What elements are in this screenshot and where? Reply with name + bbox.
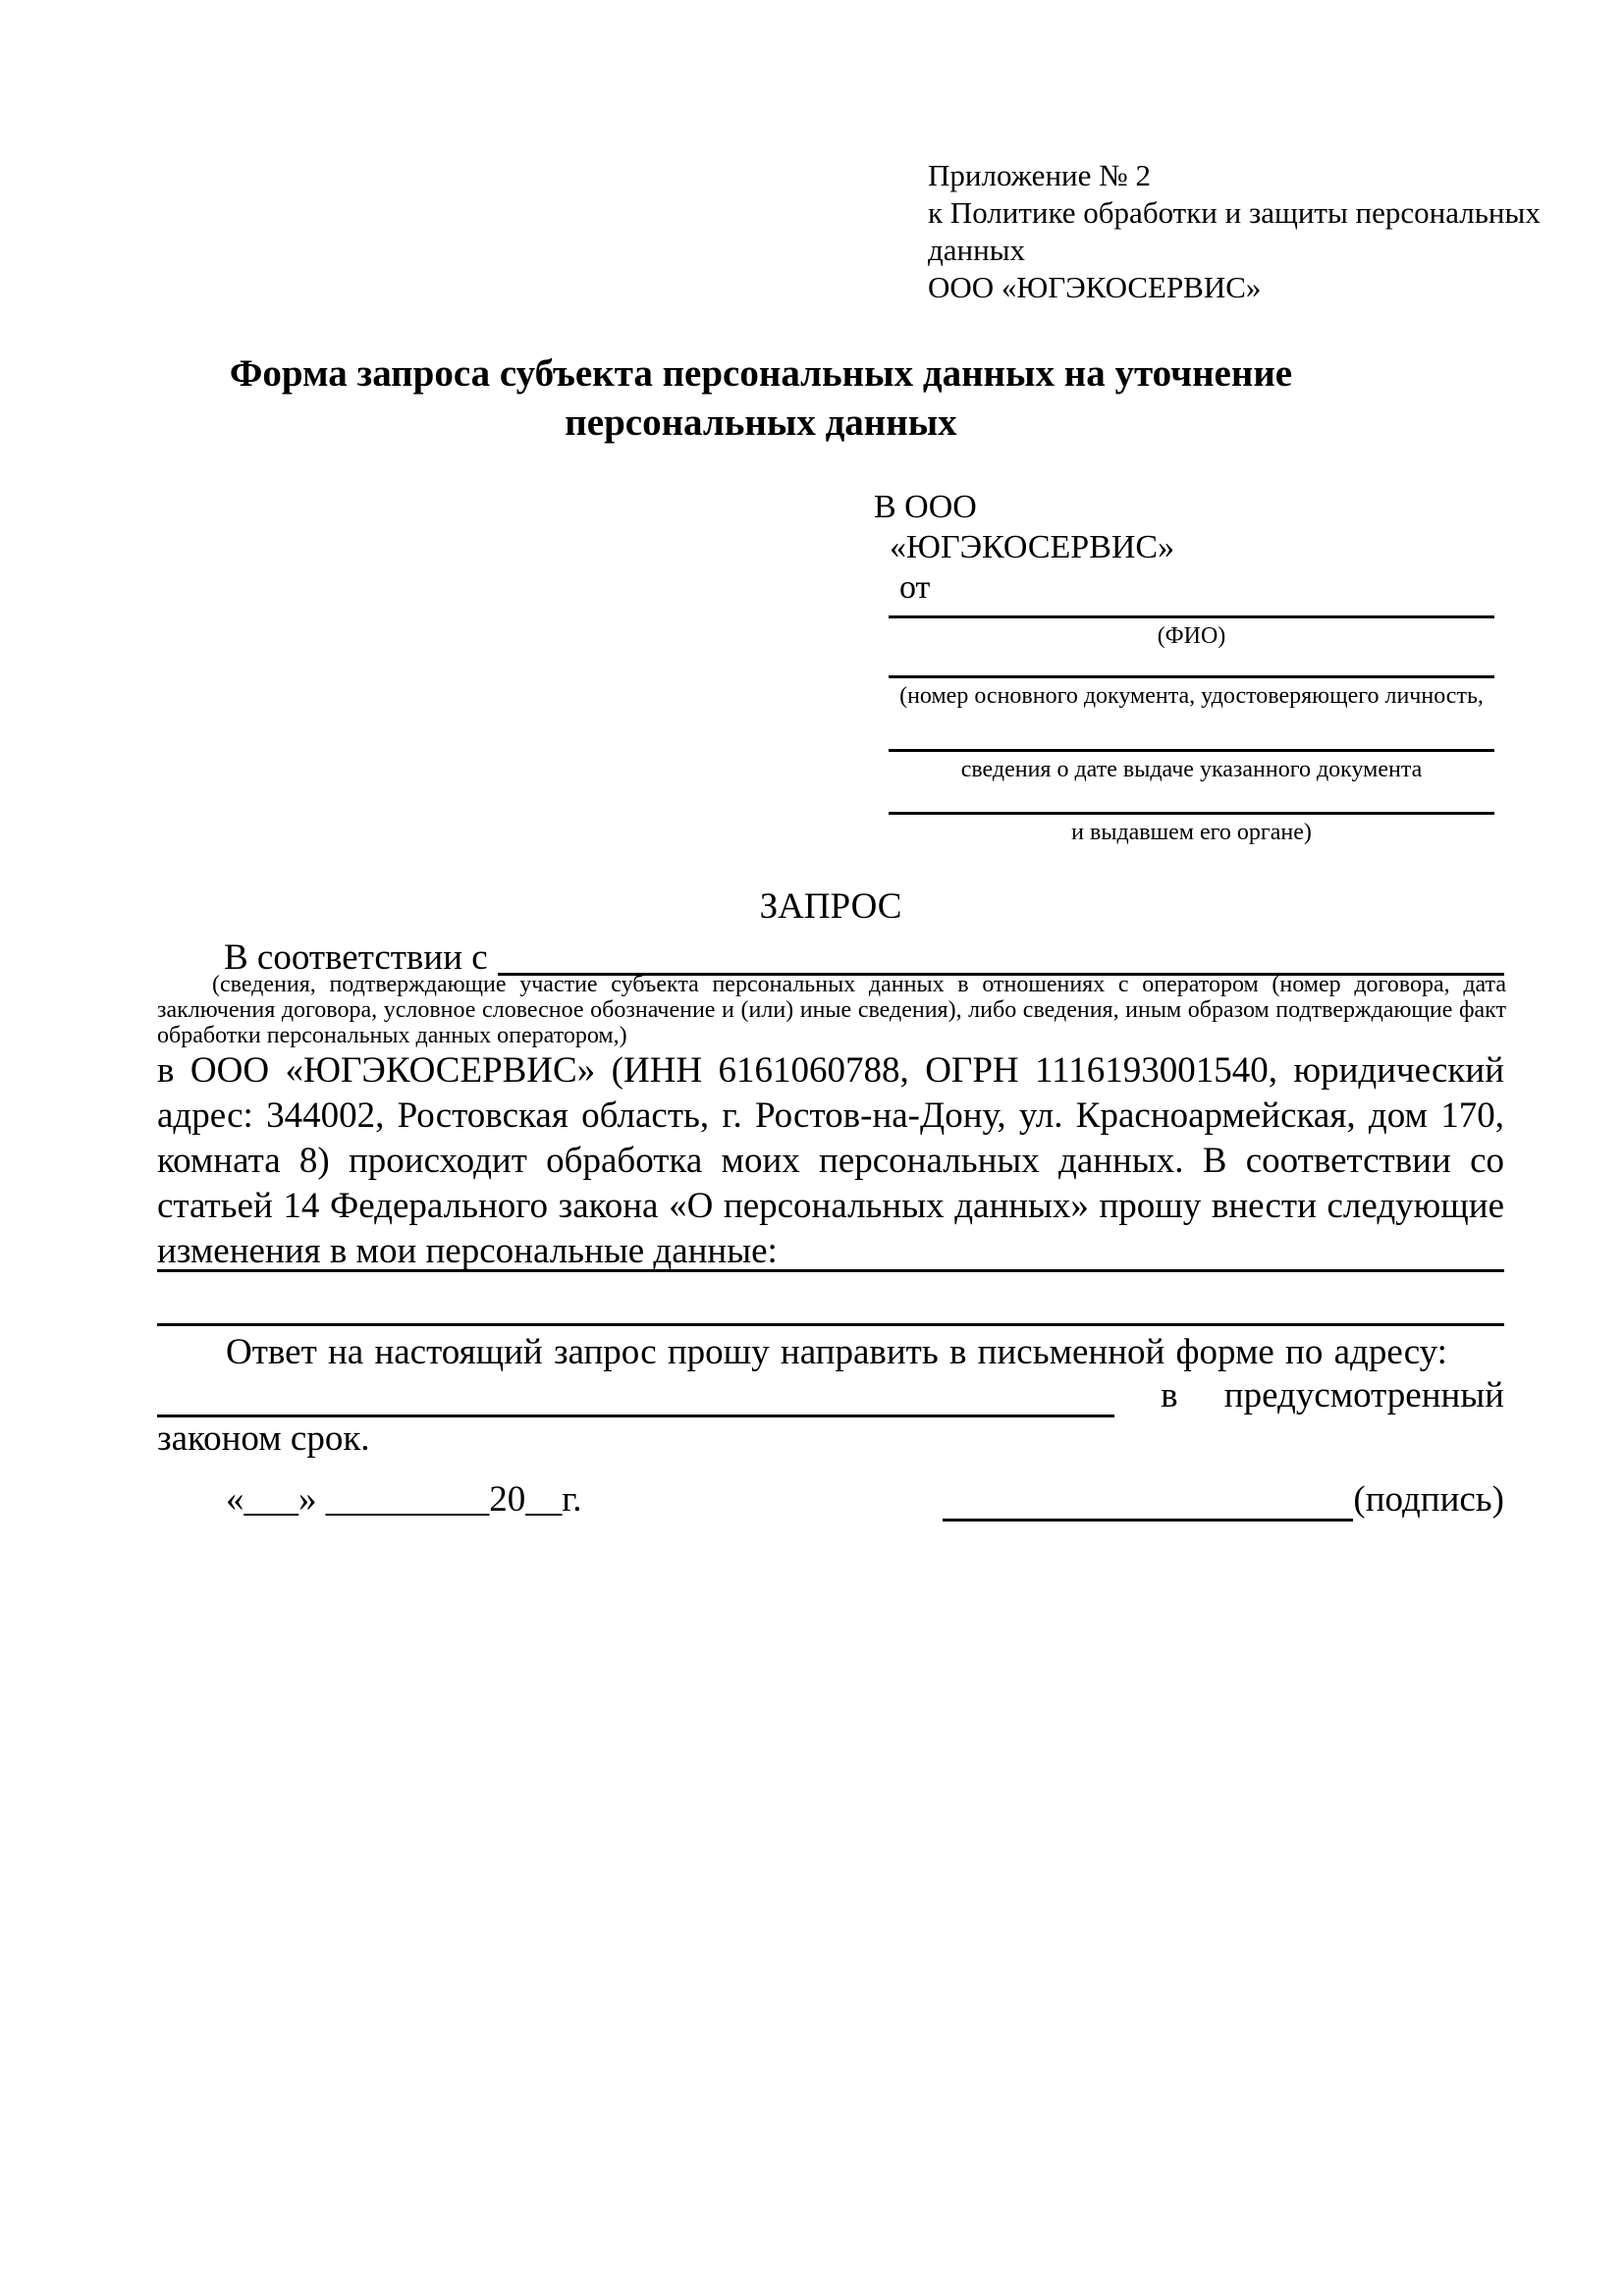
signature-caption: (подпись)	[1353, 1479, 1504, 1520]
changes-blank-line-2	[157, 1323, 1504, 1326]
fio-blank-field	[889, 615, 1494, 651]
fio-caption: (ФИО)	[1157, 623, 1226, 649]
response-paragraph	[157, 1331, 1504, 1461]
date-signature-row	[157, 1478, 1504, 1522]
response-address-row	[157, 1374, 1504, 1417]
document-title: Форма запроса субъекта персональных данных на уточнение персональных данных	[229, 352, 1293, 444]
changes-blank-line-1	[157, 1269, 1504, 1272]
appendix-line: к Политике обработки и защиты персональных	[928, 195, 1541, 230]
response-closing: законом срок.	[157, 1418, 370, 1459]
issuing-authority-blank-field	[889, 812, 1494, 847]
signature-blank-line	[943, 1482, 1353, 1522]
document-number-blank-field	[889, 675, 1494, 711]
addressee-block	[874, 487, 1502, 608]
response-word-predusmotrennyj: предусмотренный	[1223, 1375, 1504, 1415]
addressee-org: «ЮГЭКОСЕРВИС»	[890, 529, 1175, 565]
addressee-from-label: от	[899, 569, 931, 606]
addressee-to: В ООО	[874, 489, 977, 525]
request-intro-label: В соответствии с	[224, 937, 488, 978]
issue-date-caption: сведения о дате выдаче указанного документа	[960, 757, 1423, 782]
appendix-line: данных	[928, 233, 1026, 267]
issue-date-blank-field	[889, 749, 1494, 784]
document-number-caption: (номер основного документа, удостоверяющего личность,	[899, 683, 1484, 709]
date-blank: «___» _________20__г.	[226, 1479, 582, 1520]
signature-block	[943, 1478, 1504, 1522]
issuing-authority-caption: и выдавшем его органе)	[1071, 820, 1312, 845]
appendix-line: ООО «ЮГЭКОСЕРВИС»	[928, 270, 1262, 304]
appendix-block	[928, 157, 1615, 306]
request-body-paragraph: в ООО «ЮГЭКОСЕРВИС» (ИНН 6161060788, ОГРН 1116193001540, юридический адрес: 344002, Ростовская область, г. Ростов-на-Дону, ул. Красноармейская, дом 170, комната 8) происходит обработка моих персональных данных. В соответствии со статьей 14 Федерального закона «О персональных данных» прошу внести следующие изменения в мои персональные данные:	[157, 1050, 1504, 1271]
address-blank-line	[157, 1378, 1114, 1417]
response-line: Ответ на настоящий запрос прошу направить в письменной форме по адресу:	[226, 1332, 1447, 1372]
explanatory-note: (сведения, подтверждающие участие субъекта персональных данных в отношениях с оператором (номер договора, дата заключения договора, условное словесное обозначение и (или) иные сведения), либо сведения, иным образом подтверждающие факт обработки персональных данных оператором,)	[157, 972, 1506, 1048]
appendix-line: Приложение № 2	[928, 158, 1151, 192]
response-word-v: в	[1161, 1375, 1178, 1415]
request-heading: ЗАПРОС	[759, 886, 902, 927]
